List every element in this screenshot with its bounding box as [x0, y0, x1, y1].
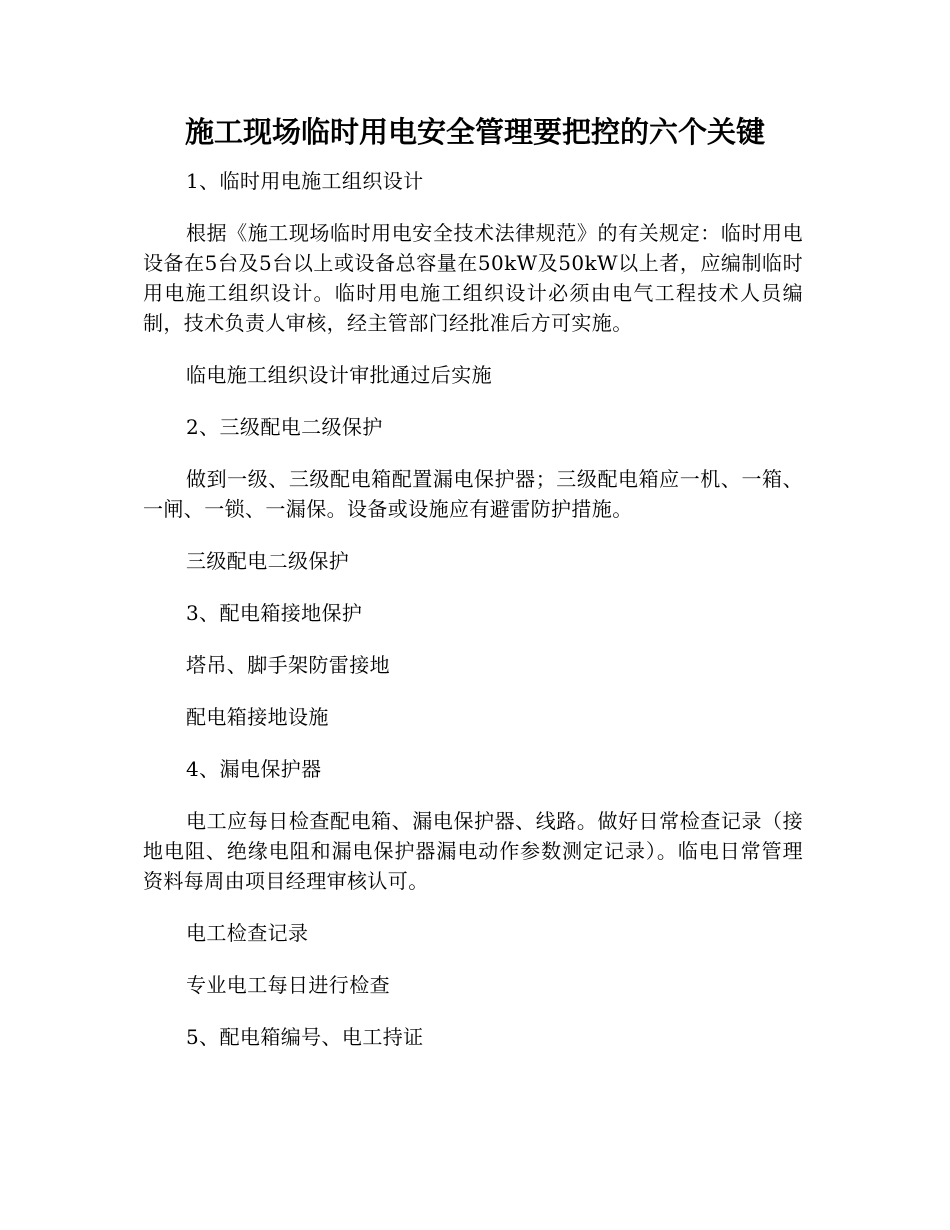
body-paragraph: 根据《施工现场临时用电安全技术法律规范》的有关规定：临时用电设备在5台及5台以上或设备总容量在50kW及50kW以上者，应编制临时用电施工组织设计。临时用电施工组织设计必须由电气工程技术人员编制，技术负责人审核，经主管部门经批准后方可实施。: [143, 221, 803, 335]
body-paragraph: 三级配电二级保护: [186, 549, 350, 573]
body-paragraph: 做到一级、三级配电箱配置漏电保护器；三级配电箱应一机、一箱、一闸、一锁、一漏保。设备或设施应有避雷防护措施。: [143, 467, 803, 521]
document-title: 施工现场临时用电安全管理要把控的六个关键: [184, 115, 765, 149]
section-heading-1: 1、临时用电施工组织设计: [186, 169, 424, 193]
body-paragraph: 塔吊、脚手架防雷接地: [186, 653, 390, 677]
body-paragraph: 配电箱接地设施: [186, 705, 329, 729]
section-heading-5: 5、配电箱编号、电工持证: [186, 1025, 424, 1049]
section-heading-2: 2、三级配电二级保护: [186, 415, 383, 439]
document-body: [143, 166, 803, 1052]
body-paragraph: 专业电工每日进行检查: [186, 973, 390, 997]
body-paragraph: 电工检查记录: [186, 921, 309, 945]
body-paragraph: 电工应每日检查配电箱、漏电保护器、线路。做好日常检查记录（接地电阻、绝缘电阻和漏电保护器漏电动作参数测定记录）。临电日常管理资料每周由项目经理审核认可。: [143, 809, 803, 893]
section-heading-4: 4、漏电保护器: [186, 757, 322, 781]
section-heading-3: 3、配电箱接地保护: [186, 601, 363, 625]
body-paragraph: 临电施工组织设计审批通过后实施: [186, 363, 492, 387]
